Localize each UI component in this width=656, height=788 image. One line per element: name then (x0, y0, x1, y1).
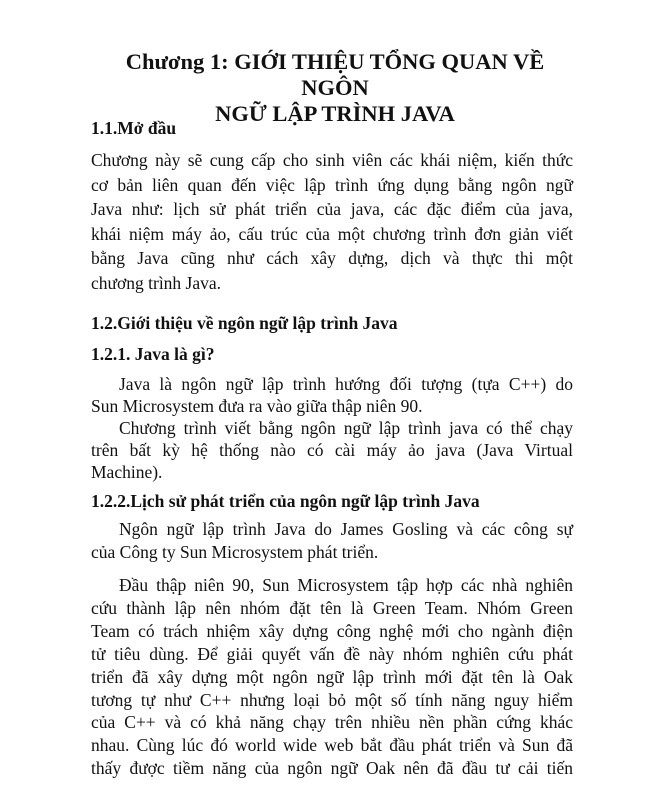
text-line: nhau. Cùng lúc đó world wide web bắt đầu phát triển và Sun đã (91, 735, 573, 756)
text-line: của C++ và có khả năng chạy trên nhiều nền phần cứng khác (91, 712, 573, 733)
java-definition-paragraph (91, 373, 573, 417)
text-line: Java là ngôn ngữ lập trình hướng đối tượng (tựa C++) do (119, 374, 573, 394)
text-line: Machine). (91, 462, 163, 482)
text-line: tử tiêu dùng. Để giải quyết vấn đề này nhóm nghiên cứu phát (91, 643, 573, 664)
chapter-title (90, 49, 580, 127)
text-line: Chương trình viết bằng ngôn ngữ lập trình java có thể chạy (119, 418, 573, 438)
text-line: trên bất kỳ hệ thống nào có cài máy ảo java (Java Virtual (91, 440, 573, 460)
text-line: thấy được tiềm năng của ngôn ngữ Oak nên đã đầu tư cải tiến (91, 758, 573, 779)
text-line: cứu thành lập nên nhóm đặt tên là Green Team. Nhóm Green (91, 597, 573, 618)
java-jvm-paragraph (91, 417, 573, 483)
text-line: tương tự như C++ nhưng loại bỏ một số tính năng nguy hiểm (91, 689, 573, 710)
text-line: Ngôn ngữ lập trình Java do James Gosling và các công sự (119, 519, 573, 539)
text-line: Team có trách nhiệm xây dựng công nghệ mới cho ngành điện (91, 620, 573, 641)
text-line: Chương này sẽ cung cấp cho sinh viên các khái niệm, kiến thức (91, 150, 573, 170)
text-line: Java như: lịch sử phát triển của java, các đặc điểm của java, (91, 199, 573, 219)
text-line: triển đã xây dựng một ngôn ngữ lập trình mới đặt tên là Oak (91, 666, 573, 687)
section-heading-1-2-1: 1.2.1. Java là gì? (91, 344, 215, 364)
text-line: của Công ty Sun Microsystem phát triển. (91, 542, 379, 562)
text-line: chương trình Java. (91, 272, 222, 293)
history-paragraph-1 (91, 518, 573, 564)
section-heading-1-2: 1.2.Giới thiệu về ngôn ngữ lập trình Java (91, 313, 398, 333)
text-line: bằng Java cũng như cách xây dựng, dịch và thực thi một (91, 248, 573, 268)
chapter-title-line-2: NGỮ LẬP TRÌNH JAVA (215, 101, 455, 126)
section-heading-1-1: 1.1.Mở đầu (91, 118, 177, 138)
text-line: Sun Microsystem đưa ra vào giữa thập niên 90. (91, 396, 423, 416)
chapter-title-line-1: Chương 1: GIỚI THIỆU TỔNG QUAN VỀ NGÔN (125, 49, 545, 100)
intro-paragraph (91, 148, 573, 295)
text-line: cơ bản liên quan đến việc lập trình ứng dụng bằng ngôn ngữ (91, 174, 573, 195)
text-line: khái niệm máy ảo, cấu trúc của một chương trình đơn giản viết (91, 223, 573, 244)
section-heading-1-2-2: 1.2.2.Lịch sử phát triển của ngôn ngữ lập trình Java (91, 491, 480, 511)
history-paragraph-2 (91, 574, 573, 780)
text-line: Đầu thập niên 90, Sun Microsystem tập hợp các nhà nghiên (119, 575, 573, 595)
